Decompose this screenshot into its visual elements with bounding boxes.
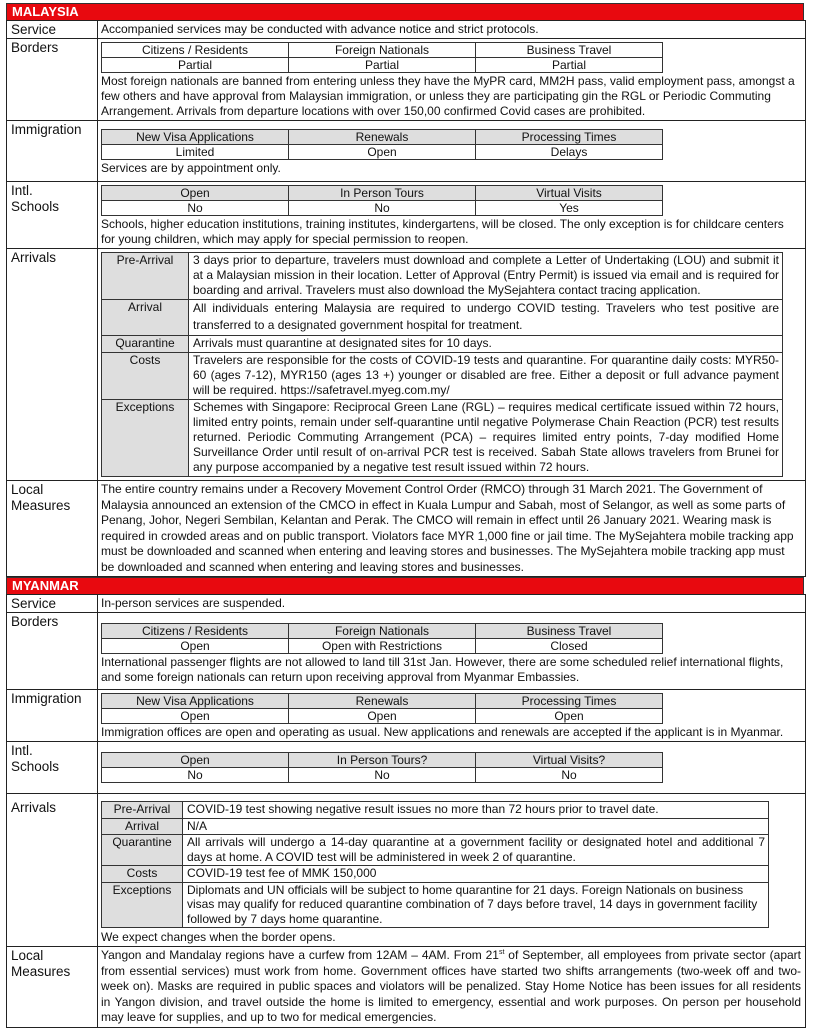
row-label: Immigration — [7, 690, 98, 742]
local-measures-part: Yangon and Mandalay regions have a curfew from 12AM – 4AM. From 21 — [101, 948, 499, 962]
status-cell: Yes — [476, 201, 663, 216]
row-label: Intl. — [11, 743, 33, 758]
arrivals-value — [189, 353, 783, 400]
row-arrivals — [7, 249, 806, 481]
column-header: Foreign Nationals — [289, 43, 476, 58]
status-cell: No — [102, 768, 289, 783]
arrivals-value: All individuals entering Malaysia are required to undergo COVID testing. Travelers who test positive are transferred to a designated government hospital for treatment. — [189, 300, 783, 336]
local-measures-part: of September, all employees from private sector (apart from essential services) must work from home. Government offices have started two shifts arrangements (two-week off and two-week on). Masks are required in public spaces and violators will be penalized. Stay Home Notice has been issues for all residents in Yangon division, and travel outside the home is limited to emergency, essential and work purposes. On person per household may leave for supplies, and up to two for medical emergencies. — [101, 948, 801, 1024]
costs-text: Travelers are responsible for the costs of COVID-19 tests and quarantine. For quarantine daily costs: MYR50-60 (ages 7-12), MYR150 (ages 13 +) younger or disabled are free. Either a deposit or full advance payment will be required. https://safetravel.myeg.com.my/ — [193, 353, 779, 397]
column-header: Open — [102, 186, 289, 201]
row-local-measures — [7, 481, 806, 577]
arrivals-key: Exceptions — [102, 400, 189, 477]
status-cell: Limited — [102, 145, 289, 160]
status-cell: No — [476, 768, 663, 783]
column-header: Business Travel — [476, 43, 663, 58]
arrivals-key: Costs — [102, 353, 189, 400]
arrivals-row — [102, 336, 783, 353]
status-cell: No — [289, 768, 476, 783]
status-cell: Open — [476, 709, 663, 724]
borders-note: International passenger flights are not allowed to land till 31st Jan. However, there are some scheduled relief international flights, and some foreign nationals can return upon receiving approval from Myanmar Embassies. — [101, 655, 784, 684]
local-measures-text — [98, 947, 806, 1028]
column-header: Citizens / Residents — [102, 624, 289, 639]
status-cell: No — [289, 201, 476, 216]
status-cell: Partial — [476, 58, 663, 73]
status-cell: Open — [289, 709, 476, 724]
row-label: Local — [11, 948, 44, 963]
arrivals-value: Diplomats and UN officials will be subject to home quarantine for 21 days. Foreign Nationals on business visas may qualify for reduced quarantine combination of 7 days before travel, 14 days in government facility followed by 7 days home quarantine. — [183, 882, 769, 928]
service-text: Accompanied services may be conducted with advance notice and strict protocols. — [98, 21, 806, 39]
row-label: Schools — [11, 199, 60, 214]
row-immigration — [7, 121, 806, 182]
arrivals-table — [101, 252, 783, 477]
arrivals-value: COVID-19 test fee of MMK 150,000 — [183, 866, 769, 883]
row-label: Schools — [11, 759, 60, 774]
column-header: New Visa Applications — [102, 130, 289, 145]
borders-status-table — [101, 42, 663, 73]
column-header: Processing Times — [476, 130, 663, 145]
column-header: In Person Tours — [289, 186, 476, 201]
arrivals-value: All arrivals will undergo a 14-day quarantine at a government facility or designated hotel and additional 7 days at home. A COVID test will be administered in week 2 of quarantine. — [183, 835, 769, 866]
row-borders — [7, 613, 806, 690]
column-header: Business Travel — [476, 624, 663, 639]
immigration-note: Immigration offices are open and operating as usual. New applications and renewals are accepted if the applicant is in Myanmar. — [101, 725, 784, 739]
arrivals-row — [102, 866, 769, 883]
arrivals-key: Quarantine — [102, 336, 189, 353]
row-label: Measures — [11, 498, 71, 513]
schools-status-table — [101, 752, 663, 783]
country-table-myanmar — [6, 594, 806, 1028]
column-header: Renewals — [289, 694, 476, 709]
arrivals-key: Pre-Arrival — [102, 253, 189, 300]
row-service — [7, 595, 806, 613]
arrivals-row — [102, 253, 783, 300]
arrivals-value: Schemes with Singapore: Reciprocal Green Lane (RGL) – requires medical certificate issued within 72 hours, limited entry points, remain under self-quarantine until negative Polymerase Chain Reaction (PCR) test results returned. Periodic Commuting Arrangement (PCA) – requires limited entry points, 7-day modified Home Surveillance Order until result of on-arrival PCR test is received. Sabah State allows travelers from Brunei for any purpose accompanied by a negative test result issued within 72 hours. — [189, 400, 783, 477]
arrivals-value: 3 days prior to departure, travelers must download and complete a Letter of Undertaking (LOU) and submit it at a Malaysian mission in their location. Letter of Approval (Entry Permit) is issued via email and is required for boarding and arrival. Travelers must also download the MySejahtera contact tracing application. — [189, 253, 783, 300]
column-header: In Person Tours? — [289, 753, 476, 768]
arrivals-row — [102, 835, 769, 866]
column-header: Foreign Nationals — [289, 624, 476, 639]
row-immigration — [7, 690, 806, 742]
arrivals-table — [101, 801, 769, 928]
column-header: Processing Times — [476, 694, 663, 709]
row-local-measures — [7, 947, 806, 1028]
country-header-malaysia: MALAYSIA — [6, 3, 804, 20]
arrivals-row — [102, 300, 783, 336]
row-schools — [7, 742, 806, 794]
ordinal-suffix: st — [498, 949, 505, 956]
status-cell: Partial — [102, 58, 289, 73]
row-label: Borders — [7, 613, 98, 690]
arrivals-value: Arrivals must quarantine at designated sites for 10 days. — [189, 336, 783, 353]
borders-note: Most foreign nationals are banned from entering unless they have the MyPR card, MM2H pass, valid employment pass, amongst a few others and have approval from Malaysian immigration, or unless they are participating gin the RGL or Periodic Commuting Arrangement. Arrivals from departure locations with over 150,00 confirmed Covid cases are prohibited. — [101, 74, 795, 118]
arrivals-key: Arrival — [102, 300, 189, 336]
country-table-malaysia — [6, 20, 806, 577]
status-cell: Open with Restrictions — [289, 639, 476, 654]
arrivals-key: Costs — [102, 866, 183, 883]
arrivals-row — [102, 400, 783, 477]
status-cell: No — [102, 201, 289, 216]
status-cell: Closed — [476, 639, 663, 654]
row-arrivals — [7, 794, 806, 947]
row-service — [7, 21, 806, 39]
row-label: Measures — [11, 964, 71, 979]
arrivals-row — [102, 882, 769, 928]
service-text: In-person services are suspended. — [98, 595, 806, 613]
arrivals-key: Quarantine — [102, 835, 183, 866]
borders-status-table — [101, 623, 663, 654]
status-cell: Delays — [476, 145, 663, 160]
column-header: Virtual Visits? — [476, 753, 663, 768]
row-label: Local — [11, 482, 44, 497]
row-schools — [7, 182, 806, 249]
travel-advisory-document — [6, 3, 804, 1028]
arrivals-row — [102, 353, 783, 400]
column-header: New Visa Applications — [102, 694, 289, 709]
column-header: Virtual Visits — [476, 186, 663, 201]
arrivals-row — [102, 818, 769, 835]
column-header: Citizens / Residents — [102, 43, 289, 58]
status-cell: Partial — [289, 58, 476, 73]
arrivals-value: N/A — [183, 818, 769, 835]
arrivals-value: COVID-19 test showing negative result issues no more than 72 hours prior to travel date. — [183, 802, 769, 819]
row-label: Immigration — [7, 121, 98, 182]
status-cell: Open — [102, 709, 289, 724]
immigration-status-table — [101, 693, 663, 724]
schools-note: Schools, higher education institutions, training institutes, kindergartens, will be closed. The only exception is for childcare centers for young children, which may apply for special permission to reopen. — [101, 217, 784, 246]
row-label: Arrivals — [7, 794, 98, 947]
column-header: Open — [102, 753, 289, 768]
local-measures-text: The entire country remains under a Recovery Movement Control Order (RMCO) through 31 March 2021. The Government of Malaysia announced an extension of the CMCO in effect in Kuala Lumpur and Sabah, most of Selangor, as well as some parts of Penang, Johor, Negeri Sembilan, Kelantan and Perak. The CMCO will remain in effect until 26 January 2021. Wearing mask is required in crowded areas and on public transport. Violators face MYR 1,000 fine or jail time. The MySejahtera mobile tracking app must be downloaded and scanned when entering and leaving stores and businesses. The MySejahtera mobile tracking app must be downloaded and scanned when entering and leaving stores and businesses. — [98, 481, 806, 577]
row-label: Service — [7, 595, 98, 613]
arrivals-note: We expect changes when the border opens. — [101, 930, 336, 944]
immigration-status-table — [101, 129, 663, 160]
row-label: Arrivals — [7, 249, 98, 481]
arrivals-key: Exceptions — [102, 882, 183, 928]
schools-status-table — [101, 185, 663, 216]
column-header: Renewals — [289, 130, 476, 145]
status-cell: Open — [289, 145, 476, 160]
arrivals-row — [102, 802, 769, 819]
row-label: Service — [7, 21, 98, 39]
status-cell: Open — [102, 639, 289, 654]
arrivals-key: Pre-Arrival — [102, 802, 183, 819]
immigration-note: Services are by appointment only. — [101, 161, 281, 175]
row-label: Borders — [7, 39, 98, 121]
row-label: Intl. — [11, 183, 33, 198]
row-borders — [7, 39, 806, 121]
arrivals-key: Arrival — [102, 818, 183, 835]
country-header-myanmar: MYANMAR — [6, 577, 804, 594]
